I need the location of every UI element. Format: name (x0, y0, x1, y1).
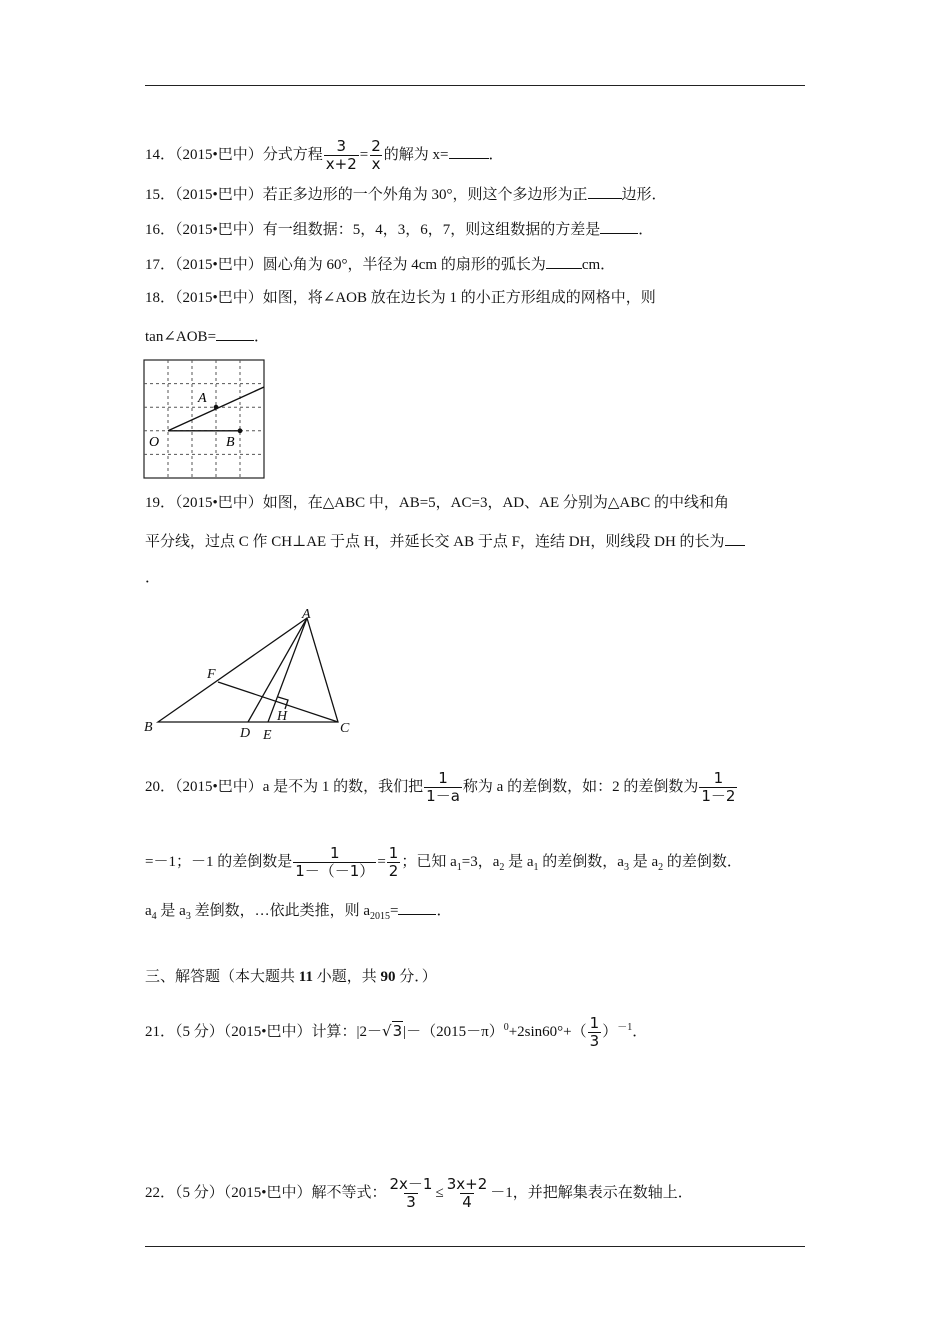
label-A: A (302, 607, 311, 622)
question-14: 14．（2015•巴中）分式方程 $\frac{3}{x+2}$ = $\frac{2}{x}$ 的解为 x= ． (145, 137, 504, 173)
label-C: C (340, 721, 350, 736)
answer-blank[interactable] (398, 900, 436, 915)
triangle-ABC (158, 618, 338, 722)
question-18-line-1: 18．（2015•巴中）如图，将∠AOB 放在边长为 1 的小正方形组成的网格中，则 (145, 290, 656, 306)
label-E: E (263, 728, 272, 743)
segment-AD (248, 618, 307, 722)
grid-border (144, 360, 264, 478)
triangle-figure (140, 604, 360, 744)
q20-fraction-3: $\frac{1}{1-(-1)}$ (295, 844, 375, 880)
label-D: D (240, 726, 251, 741)
label-F: F (207, 667, 216, 682)
q21-fraction: $\frac{1}{3}$ (589, 1014, 600, 1050)
q14-text: 14．（2015•巴中）分式方程 (145, 146, 323, 163)
section-heading: 三、解答题（本大题共 11 小题，共 90 分．） (145, 969, 437, 985)
point-A (214, 405, 219, 410)
answer-blank[interactable] (216, 326, 254, 341)
label-B: B (144, 720, 153, 735)
bottom-rule (145, 1246, 805, 1247)
question-18-line-2: tan∠AOB= ． (145, 326, 269, 347)
q14-fraction-2: $\frac{2}{x}$ (371, 137, 381, 173)
label-H: H (277, 709, 288, 724)
question-20-line-1: 20．（2015•巴中）a 是不为 1 的数，我们把 $\frac{1}{1-a}$ 称为 a 的差倒数，如：2 的差倒数为 $\frac{1}{1-2}$ (145, 769, 736, 805)
label-A: A (198, 391, 207, 406)
q22-fraction-2: $\frac{3x+2}{4}$ (446, 1175, 488, 1211)
grid-figure (143, 359, 267, 481)
question-16: 16．（2015•巴中）有一组数据：5，4，3，6，7，则这组数据的方差是 ． (145, 219, 653, 240)
answer-blank[interactable] (600, 219, 638, 234)
point-B (238, 428, 243, 433)
question-20-line-3: $a_4$ 是 $a_3$ 差倒数，…依此类推，则 $a_{2015}=$ ． (145, 900, 452, 927)
q20-fraction-4: $\frac{1}{2}$ (388, 844, 399, 880)
question-20-line-2: =－1；－1 的差倒数是 $\frac{1}{1-(-1)}$ = $\frac{1}{2}$ ；已知 $a_1=3$，$a_2$ 是 $a_1$ 的差倒数，$a_3$ 是 $a_2$ 的差倒数． (145, 844, 742, 880)
q20-fraction-1: $\frac{1}{1-a}$ (426, 769, 460, 805)
sqrt-3: √3 (382, 1021, 403, 1040)
question-19-line-1: 19．（2015•巴中）如图，在△ABC 中，AB=5，AC=3，AD、AE 分别为△ABC 的中线和角 (145, 495, 730, 511)
question-19-line-2: 平分线，过点 C 作 CH⊥AE 于点 H，并延长交 AB 于点 F，连结 DH，则线段 DH 的长为 (145, 531, 745, 552)
answer-blank[interactable] (725, 531, 745, 546)
question-17: 17．（2015•巴中）圆心角为 60°，半径为 4cm 的扇形的弧长为 cm． (145, 254, 615, 275)
label-O: O (149, 435, 160, 450)
segment-AE (268, 618, 307, 722)
q14-fraction-1: $\frac{3}{x+2}$ (325, 137, 357, 173)
question-22: 22．（5 分）（2015•巴中）解不等式： $\frac{2x-1}{3}$ ≤ $\frac{3x+2}{4}$ －1，并把解集表示在数轴上． (145, 1175, 693, 1211)
label-B: B (226, 435, 235, 450)
answer-blank[interactable] (449, 144, 489, 159)
q14-tail: 的解为 x= (383, 146, 449, 163)
question-15: 15．（2015•巴中）若正多边形的一个外角为 30°，则这个多边形为正 边形． (145, 184, 667, 205)
q20-fraction-2: $\frac{1}{1-2}$ (701, 769, 736, 805)
grid-lines (144, 360, 264, 478)
question-19-line-3: ． (145, 570, 161, 586)
answer-blank[interactable] (546, 254, 582, 269)
q22-fraction-1: $\frac{2x-1}{3}$ (389, 1175, 433, 1211)
answer-blank[interactable] (588, 184, 622, 199)
top-rule (145, 85, 805, 86)
question-21: 21．（5 分）（2015•巴中）计算：$|2-√3|-(2015-\pi)^0+2\sin 60^\circ+$（ $\frac{1}{3}$ ）$^{-1}$． (145, 1014, 648, 1050)
